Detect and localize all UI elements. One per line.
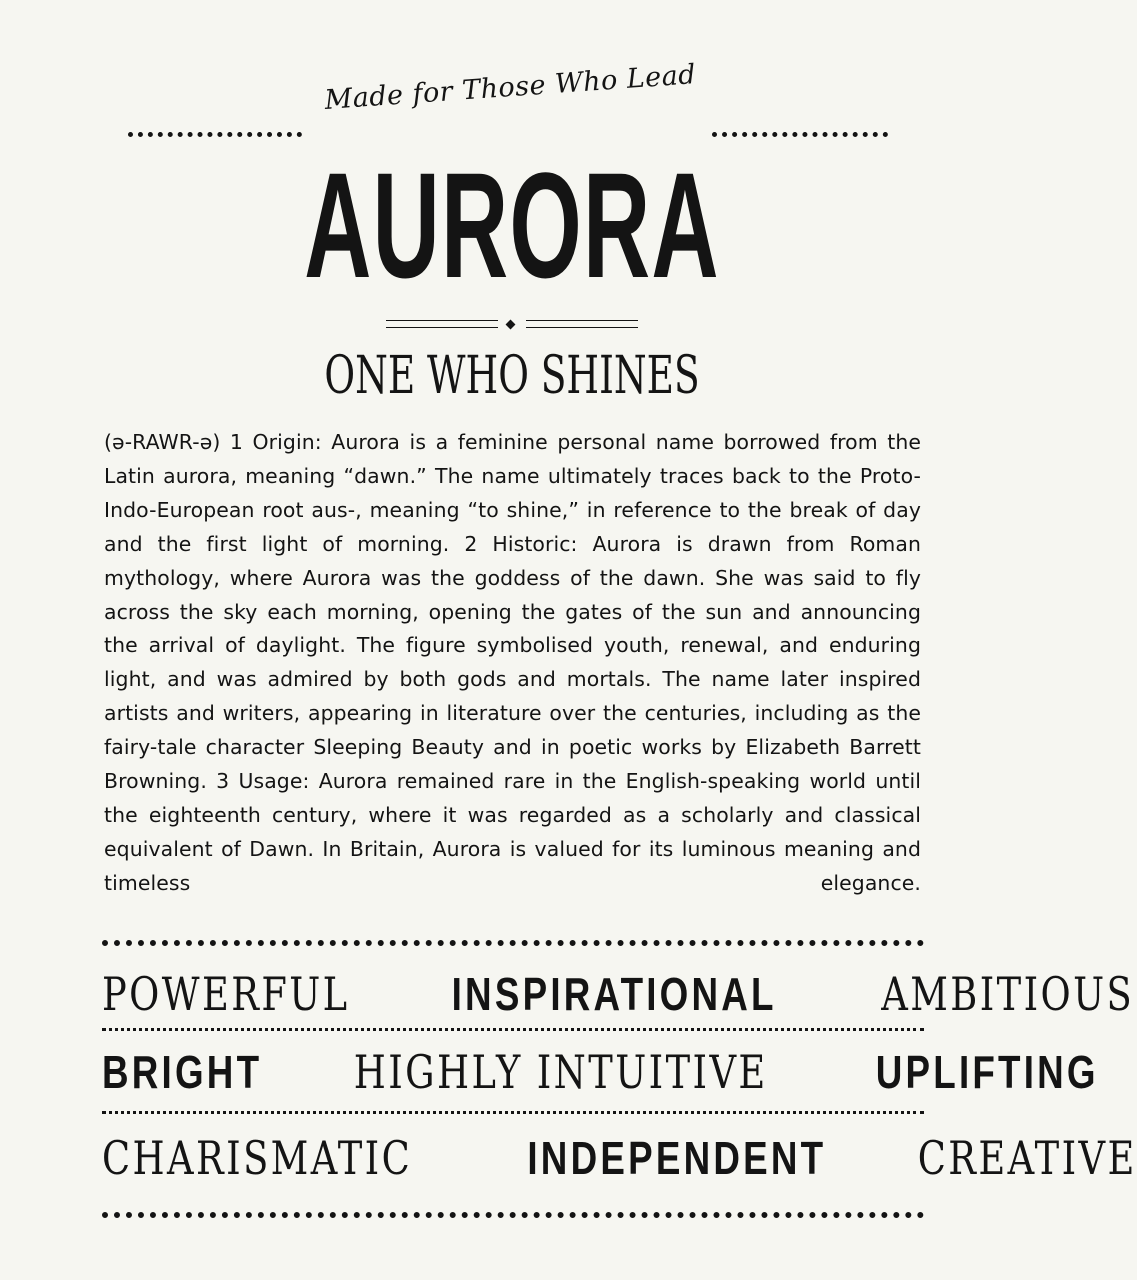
traits-row-3 [102, 1128, 1137, 1188]
name-meaning: ONE WHO SHINES [324, 346, 700, 406]
divider-left-lines [386, 320, 498, 328]
top-right-dotted-rule [712, 118, 888, 137]
traits-bottom-dotted-rule [102, 1206, 924, 1218]
trait-word: INDEPENDENT [527, 1132, 827, 1184]
traits-separator-1 [102, 1025, 924, 1031]
trait-word: AMBITIOUS [880, 967, 1134, 1021]
traits-row-1 [102, 964, 1134, 1024]
trait-word: POWERFUL [102, 967, 350, 1021]
traits-separator-2 [102, 1108, 924, 1114]
ornamental-divider [386, 316, 638, 336]
divider-right-lines [526, 320, 638, 328]
traits-row-2 [102, 1042, 1099, 1102]
trait-word: INSPIRATIONAL [452, 968, 778, 1020]
trait-word: HIGHLY INTUITIVE [354, 1045, 769, 1099]
trait-word: UPLIFTING [875, 1046, 1099, 1098]
trait-word: BRIGHT [102, 1046, 263, 1098]
diamond-ornament-icon [506, 320, 516, 330]
tagline: Made for Those Who Lead [323, 59, 697, 117]
name-title: AURORA [304, 141, 720, 309]
name-description: (ə-RAWR-ə) 1 Origin: Aurora is a feminine personal name borrowed from the Latin aurora, meaning “dawn.” The name ultimately traces back to the Proto-Indo-European root aus-, meaning “to shine,” in reference to the break of day and the first light of morning. 2 Historic: Aurora is drawn from Roman mythology, where Aurora was the goddess of the dawn. She was said to fly across the sky each morning, opening the gates of the sun and announcing the arrival of daylight. The figure symbolised youth, renewal, and enduring light, and was admired by both gods and mortals. The name later inspired artists and writers, appearing in literature over the centuries, including as the fairy-tale character Sleeping Beauty and in poetic works by Elizabeth Barrett Browning. 3 Usage: Aurora remained rare in the English-speaking world until the eighteenth century, where it was regarded as a scholarly and classical equivalent of Dawn. In Britain, Aurora is valued for its luminous meaning and timeless elegance. [104, 430, 921, 895]
trait-word: CHARISMATIC [102, 1131, 413, 1185]
traits-top-dotted-rule [102, 934, 924, 946]
trait-word: CREATIVE [918, 1131, 1137, 1185]
